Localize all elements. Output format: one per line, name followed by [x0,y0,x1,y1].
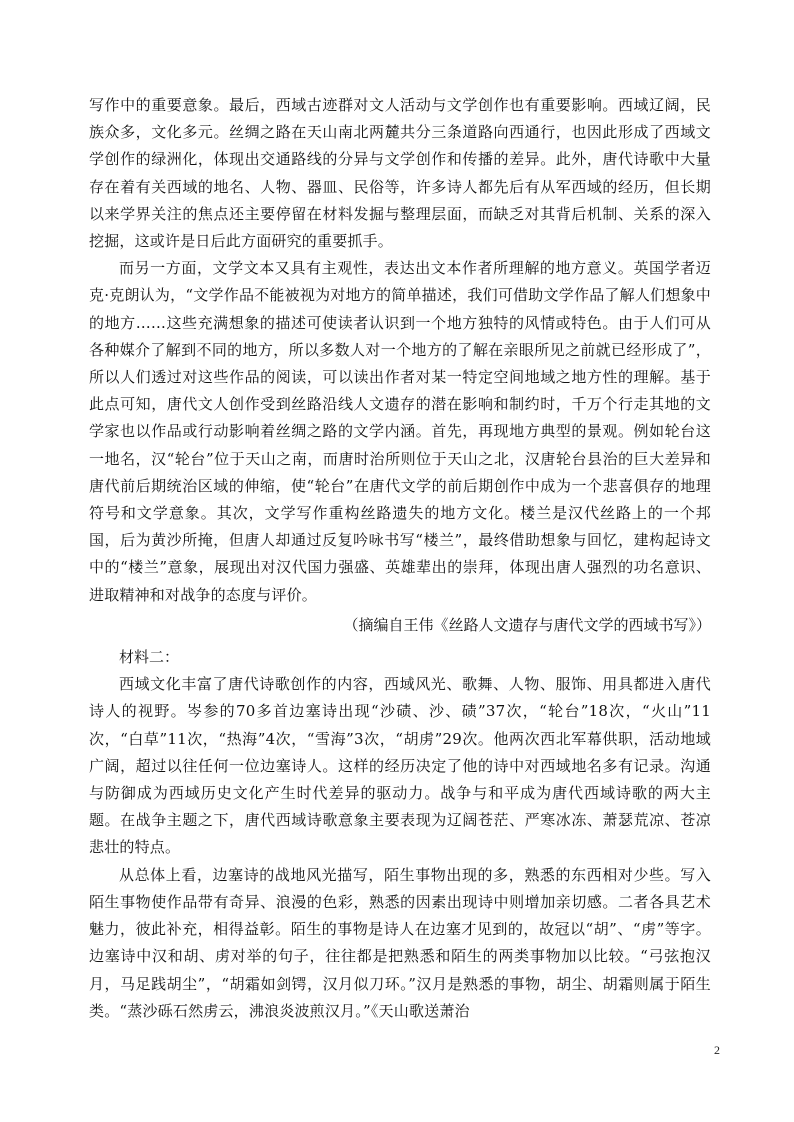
material-two-heading: 材料二： [119,648,180,667]
paragraph-4: 从总体上看，边塞诗的战地风光描写，陌生事物出现的多，熟悉的东西相对少些。写入陌生事物使作品带有奇异、浪漫的色彩，熟悉的因素出现诗中则增加亲切感。二者各具艺术魅力，彼此补充，相得益彰。陌生的事物是诗人在边塞才见到的，故冠以“胡”、“虏”等字。边塞诗中汉和胡、虏对举的句子，往往都是把熟悉和陌生的两类事物加以比较。“弓弦抱汉月，马足践胡尘”，“胡霜如剑锷，汉月似刀环。”汉月是熟悉的事物，胡尘、胡霜则属于陌生类。“蒸沙砾石然虏云，沸浪炎波煎汉月。”《天山歌送萧治 [89,865,711,1020]
page-number: 2 [714,1043,720,1057]
source-citation: （摘编自王伟《丝路人文遗存与唐代文学的西域书写》） [343,615,711,634]
article-body [89,92,711,1025]
paragraph-3: 西域文化丰富了唐代诗歌创作的内容，西域风光、歌舞、人物、服饰、用具都进入唐代诗人的视野。岑参的70多首边塞诗出现“沙碛、沙、碛”37次，“轮台”18次，“火山”11次，“白草”11次，“热海”4次，“雪海”3次，“胡虏”29次。他两次西北军幕供职，活动地域广阔，超过以往任何一位边塞诗人。这样的经历决定了他的诗中对西域地名多有记录。沟通与防御成为西域历史文化产生时代差异的驱动力。战争与和平成为唐代西域诗歌的两大主题。在战争主题之下，唐代西域诗歌意象主要表现为辽阔苍茫、严寒冰冻、萧瑟荒凉、苍凉悲壮的特点。 [89,675,711,857]
paragraph-1: 写作中的重要意象。最后，西域古迹群对文人活动与文学创作也有重要影响。西域辽阔，民族众多，文化多元。丝绸之路在天山南北两麓共分三条道路向西通行，也因此形成了西域文学创作的绿洲化，体现出交通路线的分异与文学创作和传播的差异。此外，唐代诗歌中大量存在着有关西域的地名、人物、器皿、民俗等，许多诗人都先后有从军西域的经历，但长期以来学界关注的焦点还主要停留在材料发掘与整理层面，而缺乏对其背后机制、关系的深入挖掘，这或许是日后此方面研究的重要抓手。 [89,96,711,251]
paragraph-2: 而另一方面，文学文本又具有主观性，表达出文本作者所理解的地方意义。英国学者迈克·克朗认为，“文学作品不能被视为对地方的简单描述，我们可借助文学作品了解人们想象中的地方……这些充满想象的描述可使读者认识到一个地方独特的风情或特色。由于人们可从各种媒介了解到不同的地方，所以多数人对一个地方的了解在亲眼所见之前就已经形成了”，所以人们透过对这些作品的阅读，可以读出作者对某一特定空间地域之地方性的理解。基于此点可知，唐代文人创作受到丝路沿线人文遗存的潜在影响和制约时，千万个行走其地的文学家也以作品或行动影响着丝绸之路的文学内涵。首先，再现地方典型的景观。例如轮台这一地名，汉“轮台”位于天山之南，而唐时治所则位于天山之北，汉唐轮台县治的巨大差异和唐代前后期统治区域的伸缩，使“轮台”在唐代文学的前后期创作中成为一个悲喜俱存的地理符号和文学意象。其次，文学写作重构丝路遗失的地方文化。楼兰是汉代丝路上的一个邦国，后为黄沙所掩，但唐人却通过反复吟咏书写“楼兰”，最终借助想象与回忆，建构起诗文中的“楼兰”意象，展现出对汉代国力强盛、英雄辈出的崇拜，体现出唐人强烈的功名意识、进取精神和对战争的态度与评价。 [89,259,711,604]
